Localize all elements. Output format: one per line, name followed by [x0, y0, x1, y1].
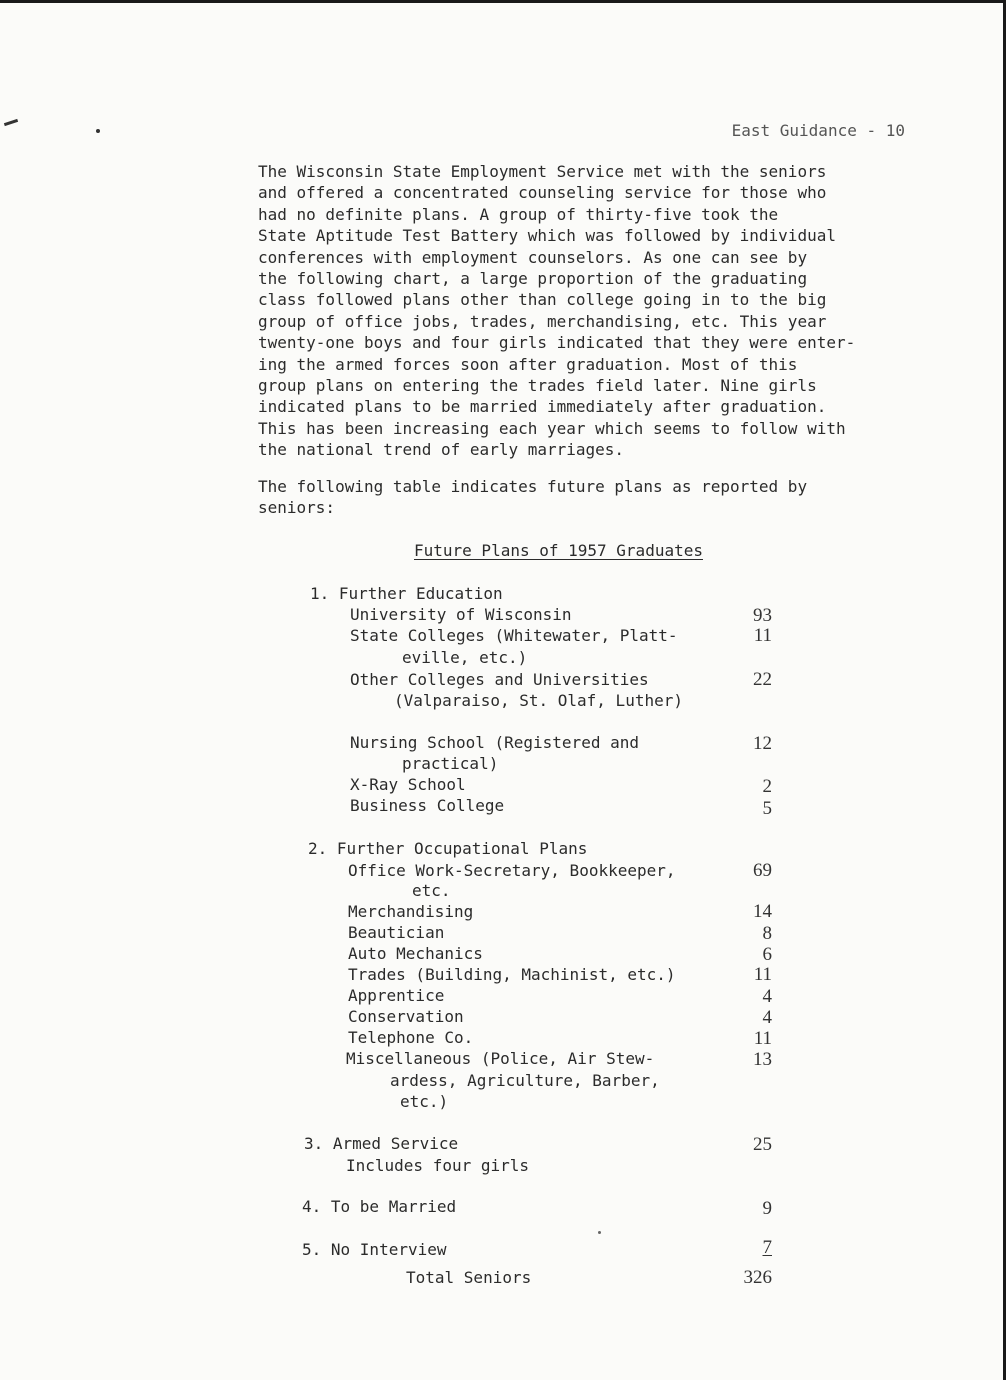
- section-value: 25: [753, 1134, 772, 1155]
- table-row-value: 8: [762, 923, 772, 944]
- table-row-label: Telephone Co.: [348, 1028, 474, 1047]
- table-row-value: 22: [753, 669, 772, 690]
- table-row-label-cont: (Valparaiso, St. Olaf, Luther): [394, 691, 683, 710]
- page-header: East Guidance - 10: [731, 121, 905, 140]
- paragraph-line: the following chart, a large proportion of the graduating: [258, 269, 808, 289]
- table-row-label: Nursing School (Registered and: [350, 733, 639, 752]
- intro-paragraph: [258, 161, 918, 461]
- table-row-value: 4: [762, 986, 772, 1007]
- total-value: 326: [743, 1267, 772, 1288]
- table-row-label: Auto Mechanics: [348, 944, 483, 963]
- table-row-value: 11: [753, 964, 772, 985]
- paragraph-line: conferences with employment counselors. As one can see by: [258, 247, 808, 267]
- table-title: Future Plans of 1957 Graduates: [414, 541, 703, 560]
- table-row-value: 13: [753, 1049, 772, 1070]
- table-row-label-cont: practical): [402, 754, 499, 773]
- paragraph-line: seniors:: [258, 498, 336, 518]
- table-row-value: 69: [753, 860, 772, 881]
- table-row-label-cont: etc.: [412, 881, 451, 900]
- total-label: Total Seniors: [406, 1268, 532, 1287]
- table-row-value: 11: [753, 625, 772, 646]
- section-heading: 2. Further Occupational Plans: [308, 839, 588, 858]
- table-row-label: Apprentice: [348, 986, 445, 1005]
- table-row-label: Merchandising: [348, 902, 474, 921]
- table-row-label-cont: eville, etc.): [402, 648, 528, 667]
- margin-mark: [4, 119, 18, 126]
- table-row-value: 11: [753, 1028, 772, 1049]
- section-heading: 5. No Interview: [302, 1240, 447, 1259]
- table-row-label: Beautician: [348, 923, 445, 942]
- table-row-label: Includes four girls: [346, 1156, 530, 1175]
- section-heading: 4. To be Married: [302, 1197, 457, 1216]
- table-row-value: 14: [753, 901, 772, 922]
- table-row-label: University of Wisconsin: [350, 605, 572, 624]
- table-row-label: State Colleges (Whitewater, Platt-: [350, 626, 678, 645]
- table-row-label: Office Work-Secretary, Bookkeeper,: [348, 861, 676, 880]
- table-row-label: Business College: [350, 796, 505, 815]
- section-value: 9: [762, 1198, 772, 1219]
- table-row-label: Trades (Building, Machinist, etc.): [348, 965, 676, 984]
- table-row-label-cont: etc.): [400, 1092, 449, 1111]
- table-row-label: Miscellaneous (Police, Air Stew-: [346, 1049, 655, 1068]
- paragraph-line: group of office jobs, trades, merchandising, etc. This year: [258, 311, 827, 331]
- paragraph-line: State Aptitude Test Battery which was followed by individual: [258, 226, 836, 246]
- table-row-value: 6: [762, 944, 772, 965]
- section-heading: 1. Further Education: [310, 584, 503, 603]
- ink-speck: [598, 1231, 601, 1234]
- table-row-label: Other Colleges and Universities: [350, 670, 649, 689]
- table-row-value: 2: [762, 776, 772, 797]
- table-row-label: X-Ray School: [350, 775, 466, 794]
- paragraph-line: ing the armed forces soon after graduation. Most of this: [258, 354, 798, 374]
- table-row-value: 93: [753, 605, 772, 626]
- section-value: 7: [762, 1237, 772, 1258]
- paragraph-line: class followed plans other than college going in to the big: [258, 290, 827, 310]
- margin-dot: [96, 129, 100, 133]
- paragraph-line: group plans on entering the trades field later. Nine girls: [258, 376, 817, 396]
- paragraph-line: had no definite plans. A group of thirty-five took the: [258, 204, 779, 224]
- table-row-label: Conservation: [348, 1007, 464, 1026]
- section-heading: 3. Armed Service: [304, 1134, 459, 1153]
- table-intro-paragraph: [258, 476, 918, 519]
- table-row-value: 4: [762, 1007, 772, 1028]
- paragraph-line: indicated plans to be married immediately after graduation.: [258, 397, 827, 417]
- paragraph-line: The following table indicates future plans as reported by: [258, 477, 808, 496]
- table-row-label-cont: ardess, Agriculture, Barber,: [390, 1071, 660, 1090]
- table-row-value: 5: [762, 798, 772, 819]
- paragraph-line: and offered a concentrated counseling service for those who: [258, 183, 827, 203]
- table-row-value: 12: [753, 733, 772, 754]
- paragraph-line: This has been increasing each year which seems to follow with: [258, 418, 846, 438]
- paragraph-line: twenty-one boys and four girls indicated that they were enter-: [258, 333, 856, 353]
- paragraph-line: the national trend of early marriages.: [258, 440, 625, 460]
- paragraph-line: The Wisconsin State Employment Service met with the seniors: [258, 162, 827, 181]
